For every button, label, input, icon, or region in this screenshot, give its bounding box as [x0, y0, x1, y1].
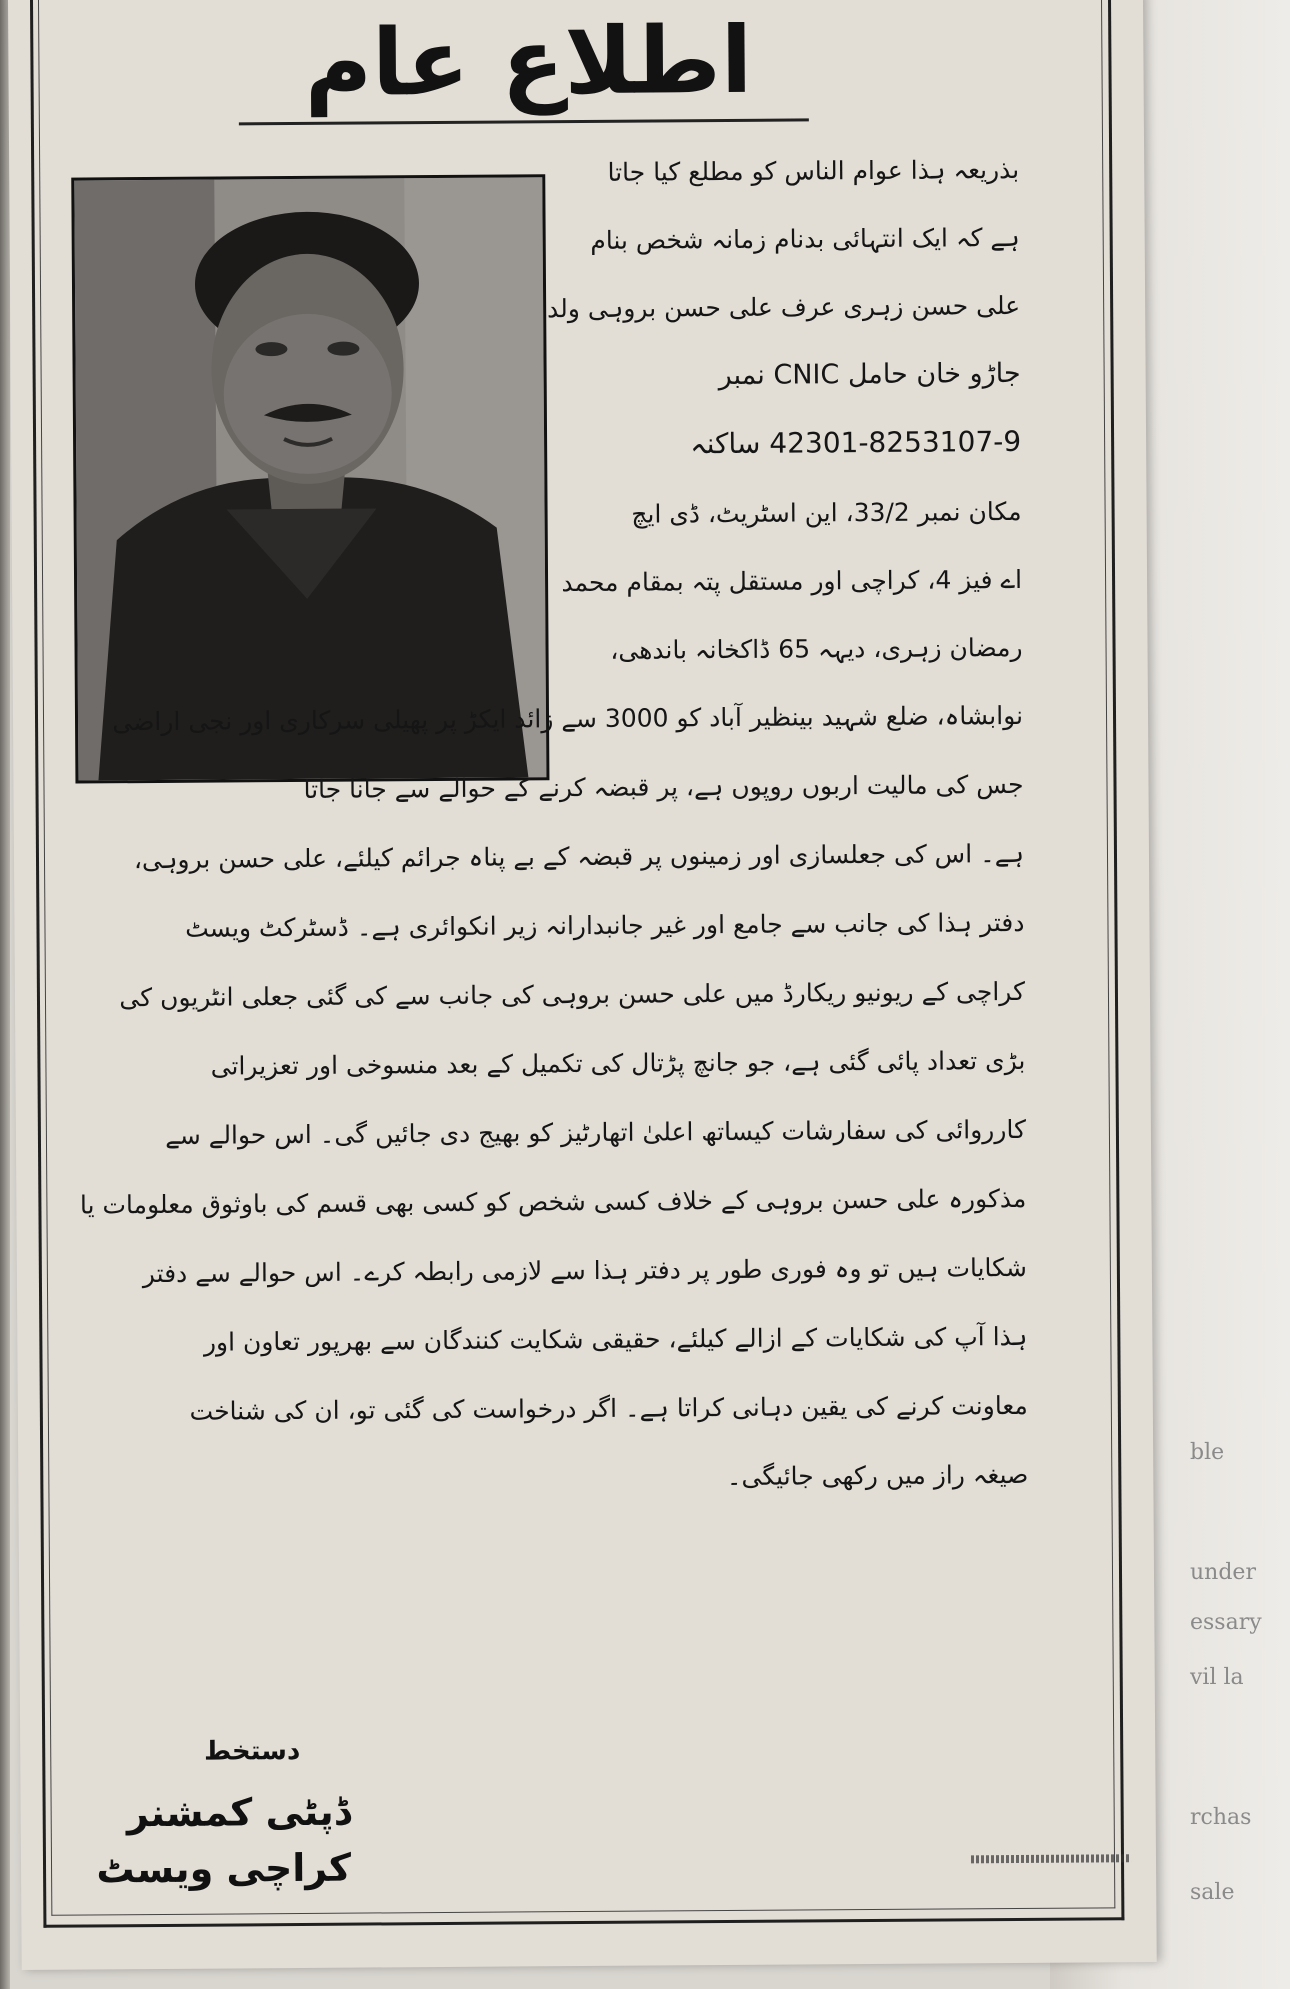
person-photo — [71, 174, 549, 783]
notice-text-line: ہے کہ ایک انتہائی بدنام زمانہ شخص بنام — [590, 222, 1020, 255]
portrait-image — [74, 177, 546, 780]
notice-text-line: ہے۔ اس کی جعلسازی اور زمینوں پر قبضہ کے بے پناہ جرائم کیلئے، علی حسن بروہی، — [133, 838, 1025, 875]
background-page-word: sale — [1190, 1880, 1235, 1905]
notice-text-line: جاڑو خان حامل CNIC نمبر — [718, 357, 1021, 392]
background-page-word: vil la — [1190, 1665, 1244, 1690]
notice-text-line: دفتر ہذا کی جانب سے جامع اور غیر جانبدارانہ زیر انکوائری ہے۔ ڈسٹرکٹ ویسٹ — [185, 907, 1025, 943]
notice-text-line: نوابشاہ، ضلع شہید بینظیر آباد کو 3000 سے زائد ایکڑ پر پھیلی سرکاری اور نجی اراضی — [112, 700, 1024, 737]
notice-text-line: علی حسن زہری عرف علی حسن بروہی ولد — [546, 290, 1021, 324]
notice-text-line: بڑی تعداد پائی گئی ہے، جو جانچ پڑتال کی تکمیل کے بعد منسوخی اور تعزیراتی — [210, 1045, 1026, 1081]
advertisement-code-strip — [971, 1854, 1131, 1863]
notice-text-line: صیغہ راز میں رکھی جائیگی۔ — [726, 1459, 1029, 1492]
notice-text-line: 42301-8253107-9 ساکنہ — [690, 424, 1022, 461]
notice-text-line: رمضان زہری، دیہہ 65 ڈاکخانہ باندھی، — [610, 632, 1023, 665]
signature-note: دستخط — [204, 1736, 301, 1767]
notice-text-line: شکایات ہیں تو وہ فوری طور پر دفتر ہذا سے لازمی رابطہ کرے۔ اس حوالے سے دفتر — [142, 1252, 1027, 1289]
background-page-word: rchas — [1190, 1805, 1252, 1830]
notice-text-line: مکان نمبر 33/2، این اسٹریٹ، ڈی ایچ — [631, 496, 1022, 529]
clipping-left-edge — [0, 0, 10, 1989]
background-page-word: ble — [1190, 1440, 1225, 1465]
notice-text-line: جس کی مالیت اربوں روپوں ہے، پر قبضہ کرنے کے حوالے سے جانا جاتا — [303, 769, 1024, 804]
notice-text-line: معاونت کرنے کی یقین دہانی کراتا ہے۔ اگر درخواست کی گئی تو، ان کی شناخت — [189, 1390, 1028, 1426]
signatory-office: کراچی ویسٹ — [96, 1845, 352, 1892]
notice-text-line: کراچی کے ریونیو ریکارڈ میں علی حسن بروہی کی جانب سے کی گئی جعلی انٹریوں کی — [119, 976, 1026, 1013]
newspaper-clipping — [8, 0, 1157, 1970]
background-page-word: essary — [1190, 1610, 1262, 1635]
background-page-word: under — [1190, 1560, 1256, 1585]
notice-text-line: بذریعہ ہذا عوام الناس کو مطلع کیا جاتا — [607, 154, 1020, 187]
notice-title: اطلاع عام — [304, 6, 753, 117]
notice-text-line: اے فیز 4، کراچی اور مستقل پتہ بمقام محمد — [561, 564, 1023, 598]
signatory-title: ڈپٹی کمشنر — [126, 1789, 351, 1836]
notice-text-line: ہذا آپ کی شکایات کے ازالے کیلئے، حقیقی شکایت کنندگان سے بھرپور تعاون اور — [203, 1321, 1028, 1357]
notice-text-line: کارروائی کی سفارشات کیساتھ اعلیٰ اتھارٹیز کو بھیج دی جائیں گی۔ اس حوالے سے — [165, 1114, 1027, 1150]
notice-text-line: مذکورہ علی حسن بروہی کے خلاف کسی شخص کو کسی بھی قسم کی باوثوق معلومات یا — [79, 1183, 1027, 1220]
